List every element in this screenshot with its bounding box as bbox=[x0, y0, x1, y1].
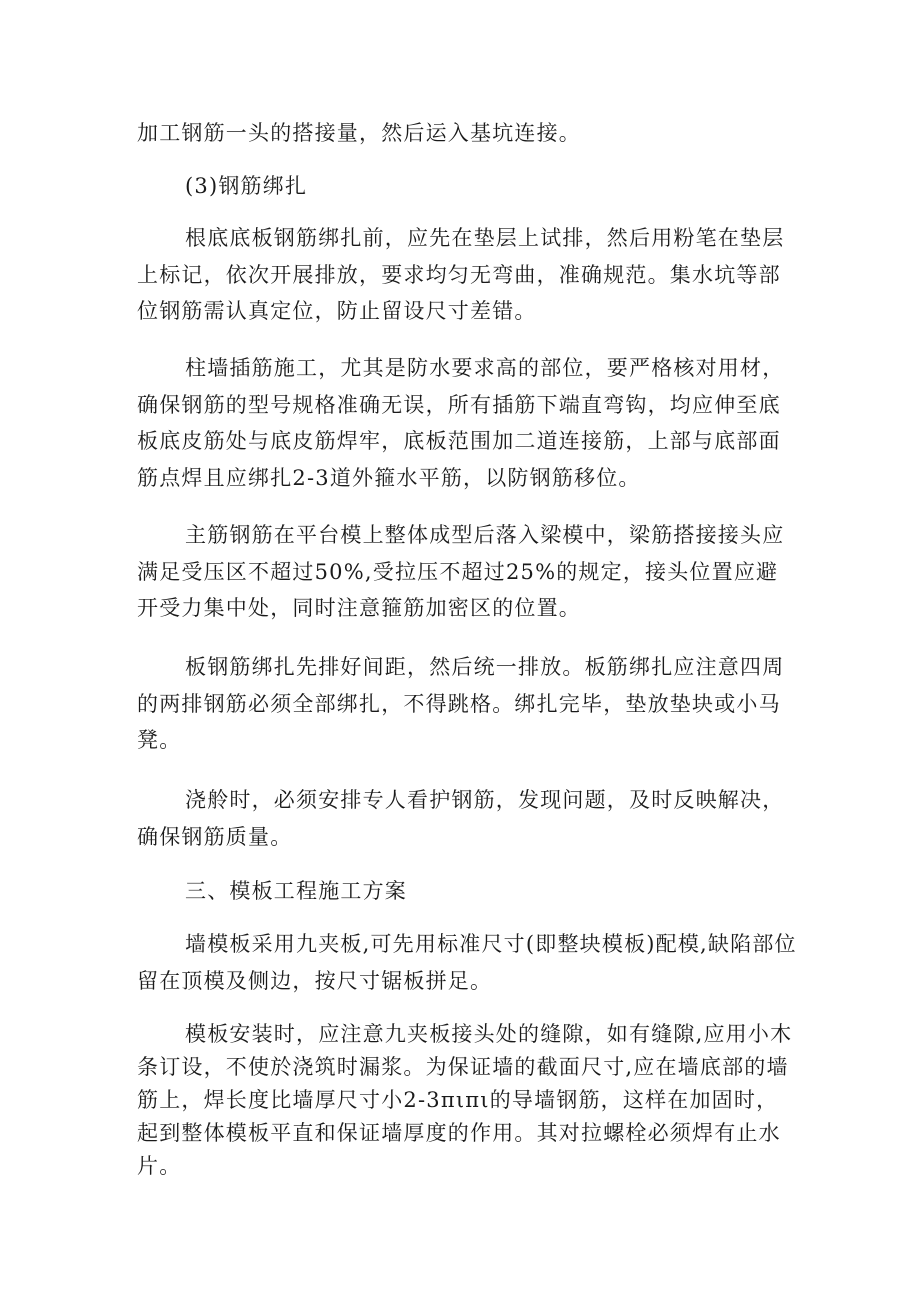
paragraph-pouring-supervision: 浇舲时，必须安排专人看护钢筋，发现问题，及时反映解决，确保钢筋质量。 bbox=[137, 788, 785, 849]
paragraph-main-bars: 主筋钢筋在平台模上整体成型后落入梁模中，梁筋搭接接头应满足受压区不超过50%,受拉压不超过25%的规定，接头位置应避开受力集中处，同时注意箍筋加密区的位置。 bbox=[137, 523, 785, 620]
paragraph-column-wall-dowels: 柱墙插筋施工，尤其是防水要求高的部位，要严格核对用材，确保钢筋的型号规格准确无误，所有插筋下端直弯钩，均应伸至底板底皮筋处与底皮筋焊牢，底板范围加二道连接筋，上部与底部面筋点焊且应绑扎2-3道外箍水平筋，以防钢筋移位。 bbox=[137, 356, 785, 490]
paragraph-slab-rebar: 板钢筋绑扎先排好间距，然后统一排放。板筋绑扎应注意四周的两排钢筋必须全部绑扎，不得跳格。绑扎完毕，垫放垫块或小马凳。 bbox=[137, 655, 785, 752]
paragraph-formwork-installation: 模板安装时，应注意九夹板接头处的缝隙，如有缝隙,应用小木条订设，不使於浇筑时漏浆。为保证墙的截面尺寸,应在墙底部的墙筋上，焊长度比墙厚尺寸小2-3πιπι的导墙钢筋，这样在加固时，起到整体模板平直和保证墙厚度的作用。其对拉螺栓必须焊有止水片。 bbox=[137, 1022, 793, 1178]
paragraph-base-slab-binding: 根底底板钢筋绑扎前，应先在垫层上试排，然后用粉笔在垫层上标记，依次开展排放，要求均匀无弯曲，准确规范。集水坑等部位钢筋需认真定位，防止留设尺寸差错。 bbox=[137, 226, 785, 323]
paragraph-continuation: 加工钢筋一头的搭接量，然后运入基坑连接。 bbox=[137, 121, 581, 145]
section-heading-rebar-binding: (3)钢筋绑扎 bbox=[185, 174, 308, 198]
section-heading-formwork: 三、模板工程施工方案 bbox=[185, 879, 407, 903]
paragraph-wall-formwork: 墙模板采用九夹板,可先用标准尺寸(即整块模板)配模,缺陷部位留在顶模及侧边，按尺寸锯板拼足。 bbox=[137, 932, 797, 993]
